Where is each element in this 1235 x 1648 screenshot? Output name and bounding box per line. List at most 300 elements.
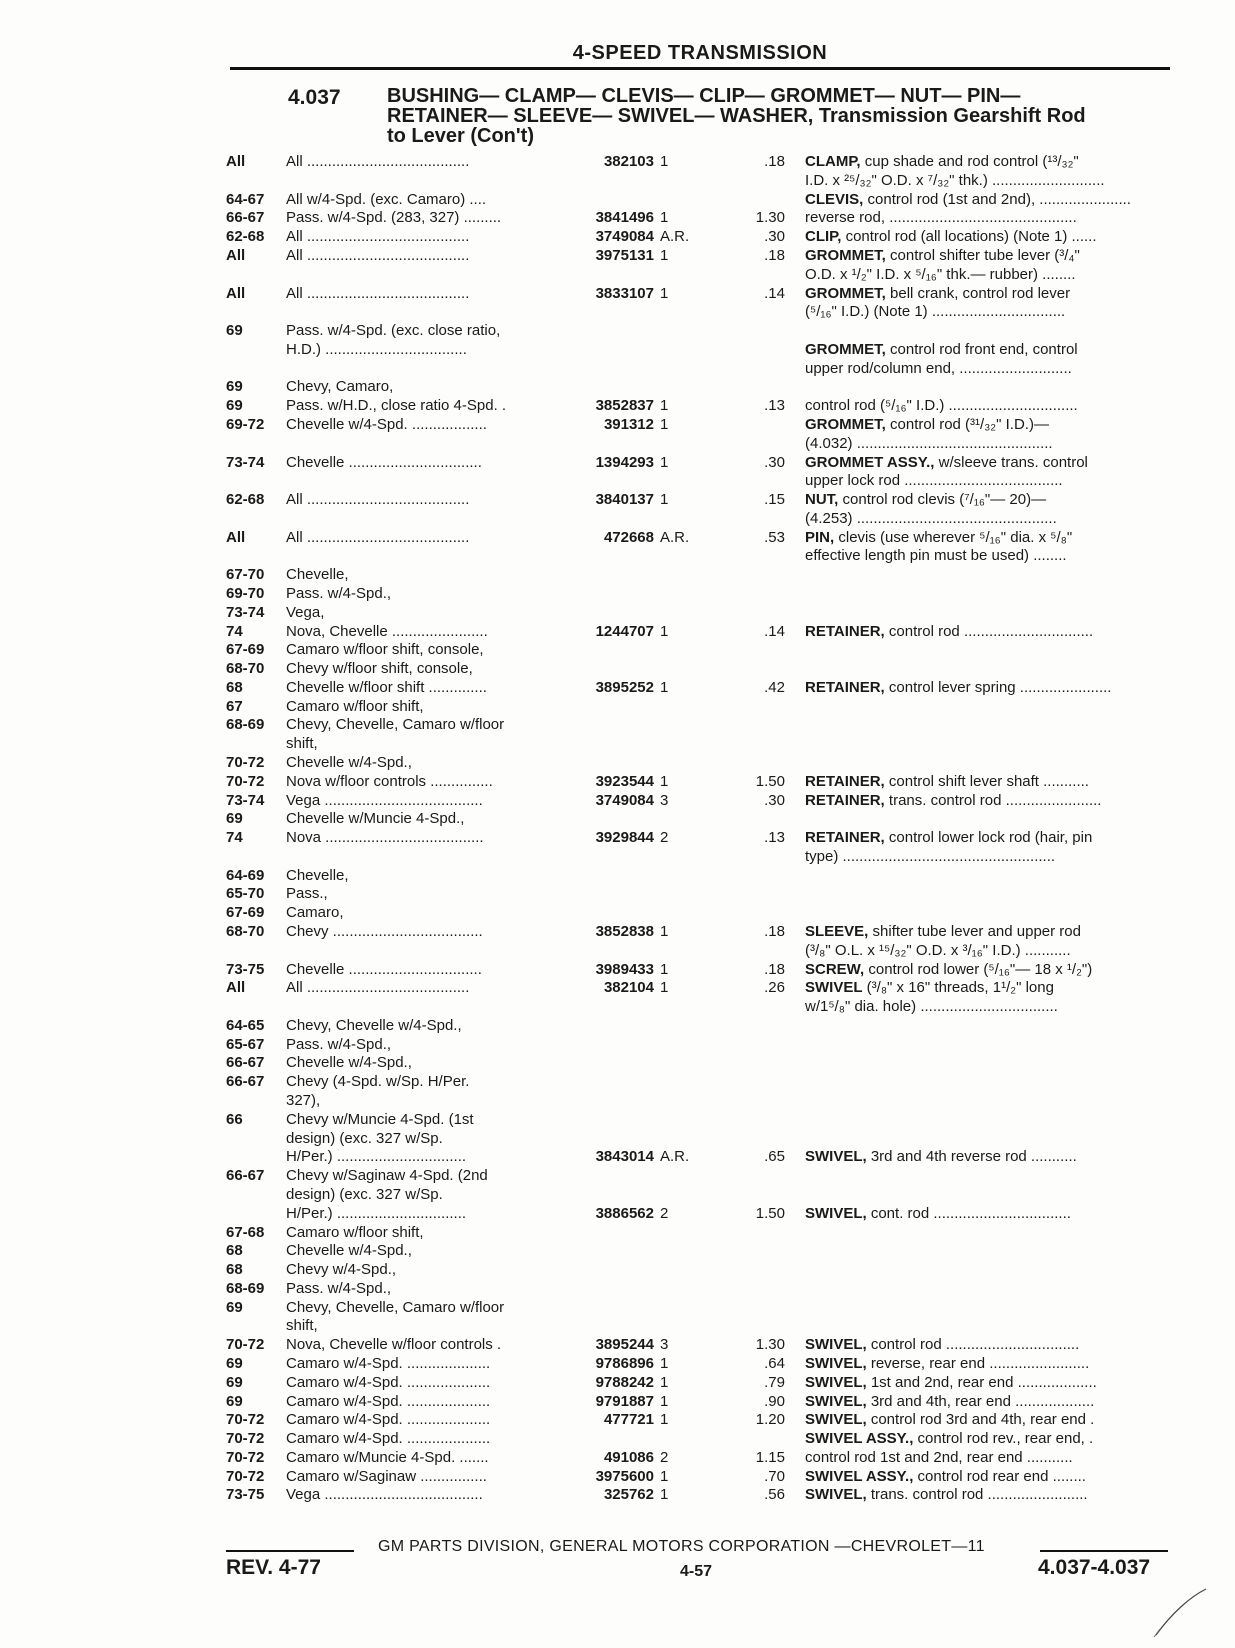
section-title-line: to Lever (Con't) bbox=[387, 125, 534, 147]
year-cell: 69 bbox=[226, 397, 243, 415]
year-cell: 68-70 bbox=[226, 660, 265, 678]
description-keyword: SWIVEL bbox=[805, 979, 863, 997]
price-cell: .18 bbox=[764, 960, 785, 978]
footer-division: GM PARTS DIVISION, GENERAL MOTORS CORPORATION —CHEVROLET—11 bbox=[378, 1538, 985, 1555]
application-cell: Camaro w/4-Spd. .................... bbox=[286, 1392, 491, 1410]
description-cell bbox=[805, 284, 1170, 303]
description-text: control rod (⁵/₁₆" I.D.) ............................... bbox=[805, 397, 1078, 415]
quantity-cell: 1 bbox=[660, 209, 669, 227]
description-keyword: NUT, bbox=[805, 491, 839, 508]
description-text: clevis (use wherever ⁵/₁₆" dia. x ⁵/₈" bbox=[834, 528, 1073, 546]
footer-rule-right bbox=[1040, 1550, 1168, 1552]
description-cell bbox=[805, 922, 1170, 941]
description-cell bbox=[805, 978, 1170, 997]
price-cell: .64 bbox=[764, 1354, 785, 1372]
description-keyword: SWIVEL, bbox=[805, 1411, 867, 1429]
year-cell: 70-72 bbox=[226, 1336, 265, 1354]
description-cell bbox=[805, 791, 1170, 810]
description-cell bbox=[805, 941, 1170, 960]
price-cell: .26 bbox=[764, 979, 785, 997]
application-cell: Chevy w/floor shift, console, bbox=[286, 660, 473, 678]
description-text: w/1⁵/₈" dia. hole) ................................. bbox=[805, 998, 1058, 1016]
application-cell: Chevy .................................... bbox=[286, 923, 483, 940]
description-text: effective length pin must be used) ........ bbox=[805, 547, 1067, 565]
description-cell bbox=[805, 1448, 1170, 1467]
application-cell: shift, bbox=[286, 735, 318, 753]
quantity-cell: 1 bbox=[660, 923, 669, 940]
table-row bbox=[0, 1016, 1235, 1035]
price-cell: .30 bbox=[764, 228, 785, 246]
description-cell bbox=[805, 1429, 1170, 1448]
application-cell: Chevelle w/4-Spd. .................. bbox=[286, 415, 487, 433]
description-keyword: SWIVEL, bbox=[805, 1148, 867, 1166]
table-row bbox=[0, 415, 1235, 434]
description-cell bbox=[805, 528, 1170, 547]
year-cell: 69-72 bbox=[226, 415, 265, 433]
quantity-cell: 3 bbox=[660, 791, 669, 809]
part-number-cell: 472668 bbox=[603, 528, 654, 546]
application-cell: Chevy, Chevelle w/4-Spd., bbox=[286, 1016, 462, 1034]
application-cell: Vega ...................................... bbox=[286, 791, 483, 809]
description-cell bbox=[805, 678, 1170, 697]
description-text: (4.253) ................................................ bbox=[805, 509, 1057, 527]
table-row bbox=[0, 302, 1235, 321]
application-cell: Camaro, bbox=[286, 904, 344, 922]
description-cell bbox=[805, 509, 1170, 528]
table-row bbox=[0, 791, 1235, 810]
table-row bbox=[0, 1166, 1235, 1185]
year-cell: 68-70 bbox=[226, 923, 265, 940]
quantity-cell: 1 bbox=[660, 415, 669, 433]
description-cell bbox=[805, 1147, 1170, 1166]
year-cell: 66-67 bbox=[226, 209, 265, 227]
part-number-cell: 9786896 bbox=[595, 1354, 654, 1372]
application-cell: Pass. w/4-Spd., bbox=[286, 1279, 392, 1297]
price-cell: .30 bbox=[764, 791, 785, 809]
table-row bbox=[0, 246, 1235, 265]
application-cell: Chevelle w/4-Spd., bbox=[286, 1242, 412, 1260]
table-row bbox=[0, 1053, 1235, 1072]
quantity-cell: A.R. bbox=[660, 1148, 690, 1166]
application-cell: Chevelle w/Muncie 4-Spd., bbox=[286, 810, 465, 828]
table-row bbox=[0, 434, 1235, 453]
description-cell bbox=[805, 1485, 1170, 1504]
application-cell: Camaro w/Muncie 4-Spd. ....... bbox=[286, 1448, 489, 1466]
year-cell: 62-68 bbox=[226, 228, 265, 246]
part-number-cell: 3833107 bbox=[595, 284, 654, 302]
price-cell: .56 bbox=[764, 1486, 785, 1504]
description-cell bbox=[805, 340, 1170, 359]
part-number-cell: 3989433 bbox=[595, 960, 654, 978]
year-cell: All bbox=[226, 528, 246, 546]
application-cell: Chevelle, bbox=[286, 566, 349, 584]
application-cell: Chevy, Camaro, bbox=[286, 378, 394, 396]
part-number-cell: 382104 bbox=[603, 979, 654, 997]
price-cell: .14 bbox=[764, 622, 785, 640]
table-row bbox=[0, 922, 1235, 941]
table-row bbox=[0, 697, 1235, 716]
quantity-cell: 1 bbox=[660, 491, 669, 508]
quantity-cell: 1 bbox=[660, 960, 669, 978]
year-cell: 70-72 bbox=[226, 1448, 265, 1466]
table-row bbox=[0, 546, 1235, 565]
description-cell bbox=[805, 546, 1170, 565]
table-row bbox=[0, 528, 1235, 547]
table-row bbox=[0, 1072, 1235, 1091]
table-row bbox=[0, 960, 1235, 979]
description-cell bbox=[805, 453, 1170, 472]
year-cell: All bbox=[226, 979, 246, 997]
table-row bbox=[0, 190, 1235, 209]
table-row bbox=[0, 734, 1235, 753]
application-cell: Chevelle w/floor shift .............. bbox=[286, 678, 487, 696]
table-row bbox=[0, 471, 1235, 490]
part-number-cell: 3749084 bbox=[595, 228, 654, 246]
quantity-cell: 1 bbox=[660, 453, 669, 471]
table-row bbox=[0, 1204, 1235, 1223]
description-cell bbox=[805, 490, 1170, 509]
year-cell: 69 bbox=[226, 322, 243, 339]
description-keyword: SWIVEL, bbox=[805, 1204, 867, 1222]
part-number-cell: 477721 bbox=[603, 1411, 654, 1429]
year-cell: 73-74 bbox=[226, 791, 265, 809]
description-keyword: SWIVEL, bbox=[805, 1392, 867, 1410]
year-cell: 68-69 bbox=[226, 1279, 265, 1297]
price-cell: .53 bbox=[764, 528, 785, 546]
description-cell bbox=[805, 152, 1170, 171]
quantity-cell: 1 bbox=[660, 153, 669, 170]
part-number-cell: 382103 bbox=[603, 153, 654, 170]
year-cell: 68 bbox=[226, 1261, 243, 1278]
description-keyword: SWIVEL ASSY., bbox=[805, 1430, 914, 1447]
quantity-cell: 3 bbox=[660, 1336, 669, 1354]
description-text: control rod ................................ bbox=[866, 1336, 1080, 1354]
year-cell: 70-72 bbox=[226, 1467, 265, 1485]
year-cell: 67 bbox=[226, 697, 243, 715]
application-cell: Pass. w/H.D., close ratio 4-Spd. . bbox=[286, 397, 507, 415]
application-cell: shift, bbox=[286, 1317, 318, 1335]
application-cell: Vega, bbox=[286, 603, 325, 621]
table-row bbox=[0, 1147, 1235, 1166]
year-cell: 69 bbox=[226, 1392, 243, 1410]
table-row bbox=[0, 1298, 1235, 1317]
table-row bbox=[0, 884, 1235, 903]
table-row bbox=[0, 359, 1235, 378]
table-row bbox=[0, 1185, 1235, 1204]
quantity-cell: 1 bbox=[660, 1467, 669, 1485]
application-cell: Chevy, Chevelle, Camaro w/floor bbox=[286, 1298, 505, 1316]
quantity-cell: 1 bbox=[660, 1486, 669, 1504]
description-keyword: SLEEVE, bbox=[805, 923, 869, 940]
quantity-cell: 2 bbox=[660, 1204, 669, 1222]
table-row bbox=[0, 565, 1235, 584]
quantity-cell: 1 bbox=[660, 622, 669, 640]
quantity-cell: 2 bbox=[660, 1448, 669, 1466]
table-row bbox=[0, 772, 1235, 791]
price-cell: .65 bbox=[764, 1148, 785, 1166]
application-cell: Chevy w/4-Spd., bbox=[286, 1261, 397, 1278]
table-row bbox=[0, 396, 1235, 415]
description-text: control rod rear end ........ bbox=[913, 1467, 1086, 1485]
application-cell: Chevelle w/4-Spd., bbox=[286, 754, 412, 771]
application-cell: design) (exc. 327 w/Sp. bbox=[286, 1129, 443, 1147]
table-row bbox=[0, 1279, 1235, 1298]
application-cell: All w/4-Spd. (exc. Camaro) .... bbox=[286, 190, 487, 208]
year-cell: 73-74 bbox=[226, 603, 265, 621]
table-row bbox=[0, 1035, 1235, 1054]
description-text: 1st and 2nd, rear end ................... bbox=[866, 1373, 1097, 1391]
year-cell: 67-68 bbox=[226, 1223, 265, 1241]
year-cell: 67-69 bbox=[226, 904, 265, 922]
application-cell: Nova w/floor controls ............... bbox=[286, 772, 493, 790]
application-cell: Pass. w/4-Spd. (exc. close ratio, bbox=[286, 322, 501, 339]
part-number-cell: 1394293 bbox=[595, 453, 654, 471]
description-cell bbox=[805, 1410, 1170, 1429]
description-text: control lever spring ...................... bbox=[884, 678, 1112, 696]
description-text: w/sleeve trans. control bbox=[934, 453, 1088, 471]
description-cell bbox=[805, 828, 1170, 847]
table-row bbox=[0, 208, 1235, 227]
table-row bbox=[0, 1392, 1235, 1411]
table-row bbox=[0, 1373, 1235, 1392]
description-keyword: RETAINER, bbox=[805, 791, 885, 809]
description-keyword: RETAINER, bbox=[805, 772, 885, 790]
application-cell: H.D.) .................................. bbox=[286, 340, 467, 358]
application-cell: Chevy w/Muncie 4-Spd. (1st bbox=[286, 1110, 474, 1128]
description-text: control shift lever shaft ........... bbox=[884, 772, 1089, 790]
part-number-cell: 3895252 bbox=[595, 678, 654, 696]
year-cell: 66-67 bbox=[226, 1167, 265, 1185]
description-text: (4.032) ............................................... bbox=[805, 434, 1053, 452]
year-cell: 68 bbox=[226, 678, 243, 696]
quantity-cell: 1 bbox=[660, 772, 669, 790]
year-cell: 73-74 bbox=[226, 453, 265, 471]
section-title-line: BUSHING— CLAMP— CLEVIS— CLIP— GROMMET— NUT— PIN— bbox=[387, 85, 1021, 107]
application-cell: All ....................................... bbox=[286, 491, 470, 508]
application-cell: Vega ...................................... bbox=[286, 1486, 483, 1504]
application-cell: All ....................................... bbox=[286, 979, 470, 997]
price-cell: .90 bbox=[764, 1392, 785, 1410]
description-cell bbox=[805, 434, 1170, 453]
description-keyword: SWIVEL, bbox=[805, 1336, 867, 1354]
application-cell: 327), bbox=[286, 1092, 321, 1109]
part-number-cell: 3975131 bbox=[595, 246, 654, 264]
year-cell: 68 bbox=[226, 1242, 243, 1260]
description-cell bbox=[805, 1392, 1170, 1411]
year-cell: 70-72 bbox=[226, 754, 265, 771]
description-text: cont. rod ................................. bbox=[866, 1204, 1071, 1222]
application-cell: Chevelle ................................ bbox=[286, 453, 482, 471]
description-cell bbox=[805, 1373, 1170, 1392]
year-cell: 64-65 bbox=[226, 1016, 265, 1034]
year-cell: 73-75 bbox=[226, 960, 265, 978]
application-cell: Chevy, Chevelle, Camaro w/floor bbox=[286, 716, 505, 734]
description-text: control rod front end, control bbox=[885, 340, 1078, 358]
table-row bbox=[0, 622, 1235, 641]
description-text: control rod 1st and 2nd, rear end ........... bbox=[805, 1448, 1073, 1466]
year-cell: 69 bbox=[226, 1298, 243, 1316]
application-cell: Chevy (4-Spd. w/Sp. H/Per. bbox=[286, 1073, 470, 1091]
description-keyword: CLAMP, bbox=[805, 153, 861, 170]
description-text: shifter tube lever and upper rod bbox=[868, 923, 1081, 940]
application-cell: Camaro w/4-Spd. .................... bbox=[286, 1411, 491, 1429]
description-cell bbox=[805, 960, 1170, 979]
table-row bbox=[0, 584, 1235, 603]
quantity-cell: 1 bbox=[660, 1354, 669, 1372]
year-cell: 65-70 bbox=[226, 885, 265, 903]
table-row bbox=[0, 866, 1235, 885]
year-cell: All bbox=[226, 284, 246, 302]
year-cell: 66-67 bbox=[226, 1073, 265, 1091]
table-row bbox=[0, 284, 1235, 303]
table-row bbox=[0, 1223, 1235, 1242]
description-text: (³/₈" x 16" threads, 1¹/₂" long bbox=[862, 979, 1054, 997]
price-cell: .13 bbox=[764, 397, 785, 415]
table-row bbox=[0, 1241, 1235, 1260]
year-cell: 67-69 bbox=[226, 641, 265, 659]
price-cell: 1.30 bbox=[755, 1336, 785, 1354]
description-keyword: SWIVEL ASSY., bbox=[805, 1467, 914, 1485]
quantity-cell: 1 bbox=[660, 1411, 669, 1429]
section-number: 4.037 bbox=[288, 86, 341, 109]
price-cell: .18 bbox=[764, 246, 785, 264]
application-cell: Pass. w/4-Spd. (283, 327) ......... bbox=[286, 209, 502, 227]
table-row bbox=[0, 997, 1235, 1016]
price-cell: .18 bbox=[764, 153, 785, 170]
description-text: control rod (³¹/₃₂" I.D.)— bbox=[885, 415, 1049, 433]
price-cell: .18 bbox=[764, 923, 785, 940]
price-cell: .79 bbox=[764, 1373, 785, 1391]
table-row bbox=[0, 152, 1235, 171]
table-row bbox=[0, 265, 1235, 284]
price-cell: .14 bbox=[764, 284, 785, 302]
application-cell: Pass. w/4-Spd., bbox=[286, 584, 392, 602]
quantity-cell: 1 bbox=[660, 979, 669, 997]
description-text: control rod clevis (⁷/₁₆"— 20)— bbox=[838, 491, 1047, 508]
price-cell: .30 bbox=[764, 453, 785, 471]
description-cell bbox=[805, 396, 1170, 415]
table-row bbox=[0, 1091, 1235, 1110]
table-row bbox=[0, 715, 1235, 734]
year-cell: 69 bbox=[226, 1373, 243, 1391]
year-cell: 66 bbox=[226, 1110, 243, 1128]
price-cell: .42 bbox=[764, 678, 785, 696]
application-cell: All ....................................... bbox=[286, 528, 470, 546]
application-cell: Pass. w/4-Spd., bbox=[286, 1035, 392, 1053]
year-cell: 74 bbox=[226, 829, 243, 847]
year-cell: 67-70 bbox=[226, 566, 265, 584]
table-row bbox=[0, 659, 1235, 678]
table-row bbox=[0, 1129, 1235, 1148]
application-cell: Chevelle ................................ bbox=[286, 960, 482, 978]
year-cell: All bbox=[226, 153, 246, 170]
part-number-cell: 3843014 bbox=[595, 1148, 654, 1166]
year-cell: 62-68 bbox=[226, 491, 265, 508]
part-number-cell: 9791887 bbox=[595, 1392, 654, 1410]
application-cell: design) (exc. 327 w/Sp. bbox=[286, 1185, 443, 1203]
year-cell: 64-69 bbox=[226, 866, 265, 884]
quantity-cell: 1 bbox=[660, 678, 669, 696]
quantity-cell: 1 bbox=[660, 246, 669, 264]
application-cell: H/Per.) ............................... bbox=[286, 1148, 467, 1166]
application-cell: Chevelle w/4-Spd., bbox=[286, 1054, 412, 1072]
table-row bbox=[0, 340, 1235, 359]
application-cell: Camaro w/floor shift, bbox=[286, 1223, 424, 1241]
description-text: 3rd and 4th, rear end ................... bbox=[866, 1392, 1095, 1410]
description-text: control rod ............................... bbox=[884, 622, 1094, 640]
description-keyword: GROMMET ASSY., bbox=[805, 453, 935, 471]
part-number-cell: 1244707 bbox=[595, 622, 654, 640]
part-number-cell: 325762 bbox=[603, 1486, 654, 1504]
application-cell: H/Per.) ............................... bbox=[286, 1204, 467, 1222]
description-text: control rod 3rd and 4th, rear end . bbox=[866, 1411, 1095, 1429]
year-cell: 73-75 bbox=[226, 1486, 265, 1504]
table-row bbox=[0, 1448, 1235, 1467]
application-cell: Camaro w/Saginaw ................ bbox=[286, 1467, 487, 1485]
description-keyword: SWIVEL, bbox=[805, 1373, 867, 1391]
description-text: upper lock rod ...................................... bbox=[805, 472, 1063, 490]
year-cell: 69 bbox=[226, 1354, 243, 1372]
description-keyword: CLEVIS, bbox=[805, 190, 864, 208]
description-cell bbox=[805, 227, 1170, 246]
table-row bbox=[0, 1410, 1235, 1429]
section-title-line: RETAINER— SLEEVE— SWIVEL— WASHER, Transmission Gearshift Rod bbox=[387, 105, 1086, 127]
table-row bbox=[0, 321, 1235, 340]
description-keyword: SWIVEL, bbox=[805, 1354, 867, 1372]
description-text: cup shade and rod control (¹³/₃₂" bbox=[860, 153, 1079, 170]
description-text: control rod (1st and 2nd), ...................... bbox=[863, 190, 1131, 208]
description-text: control rod (all locations) (Note 1) ...... bbox=[841, 228, 1097, 246]
table-row bbox=[0, 847, 1235, 866]
application-cell: Chevy w/Saginaw 4-Spd. (2nd bbox=[286, 1167, 488, 1185]
description-cell bbox=[805, 997, 1170, 1016]
price-cell: 1.50 bbox=[755, 772, 785, 790]
part-number-cell: 3841496 bbox=[595, 209, 654, 227]
year-cell: 70-72 bbox=[226, 1411, 265, 1429]
part-number-cell: 3749084 bbox=[595, 791, 654, 809]
description-text: bell crank, control rod lever bbox=[885, 284, 1071, 302]
description-keyword: GROMMET, bbox=[805, 340, 886, 358]
description-cell bbox=[805, 302, 1170, 321]
year-cell: 64-67 bbox=[226, 190, 265, 208]
table-row bbox=[0, 509, 1235, 528]
part-number-cell: 3923544 bbox=[595, 772, 654, 790]
description-text: control rod lower (⁵/₁₆"— 18 x ¹/₂") bbox=[864, 960, 1093, 978]
description-keyword: GROMMET, bbox=[805, 415, 886, 433]
description-keyword: PIN, bbox=[805, 528, 835, 546]
description-text: control lower lock rod (hair, pin bbox=[884, 829, 1093, 847]
year-cell: 69 bbox=[226, 810, 243, 828]
table-row bbox=[0, 227, 1235, 246]
description-text: type) ................................................... bbox=[805, 847, 1056, 865]
part-number-cell: 3929844 bbox=[595, 829, 654, 847]
application-cell: Camaro w/floor shift, console, bbox=[286, 641, 484, 659]
year-cell: 69-70 bbox=[226, 584, 265, 602]
quantity-cell: 1 bbox=[660, 284, 669, 302]
description-text: O.D. x ¹/₂" I.D. x ⁵/₁₆" thk.— rubber) ........ bbox=[805, 265, 1076, 283]
footer-rule-left bbox=[226, 1550, 354, 1552]
description-text: trans. control rod ....................... bbox=[884, 791, 1102, 809]
price-cell: 1.20 bbox=[755, 1411, 785, 1429]
description-cell bbox=[805, 190, 1170, 209]
description-text: reverse rod, ............................................. bbox=[805, 209, 1077, 227]
application-cell: Nova, Chevelle w/floor controls . bbox=[286, 1336, 502, 1354]
description-keyword: RETAINER, bbox=[805, 678, 885, 696]
part-number-cell: 3852838 bbox=[595, 923, 654, 940]
price-cell: .70 bbox=[764, 1467, 785, 1485]
description-keyword: SCREW, bbox=[805, 960, 865, 978]
application-cell: Pass., bbox=[286, 885, 328, 903]
